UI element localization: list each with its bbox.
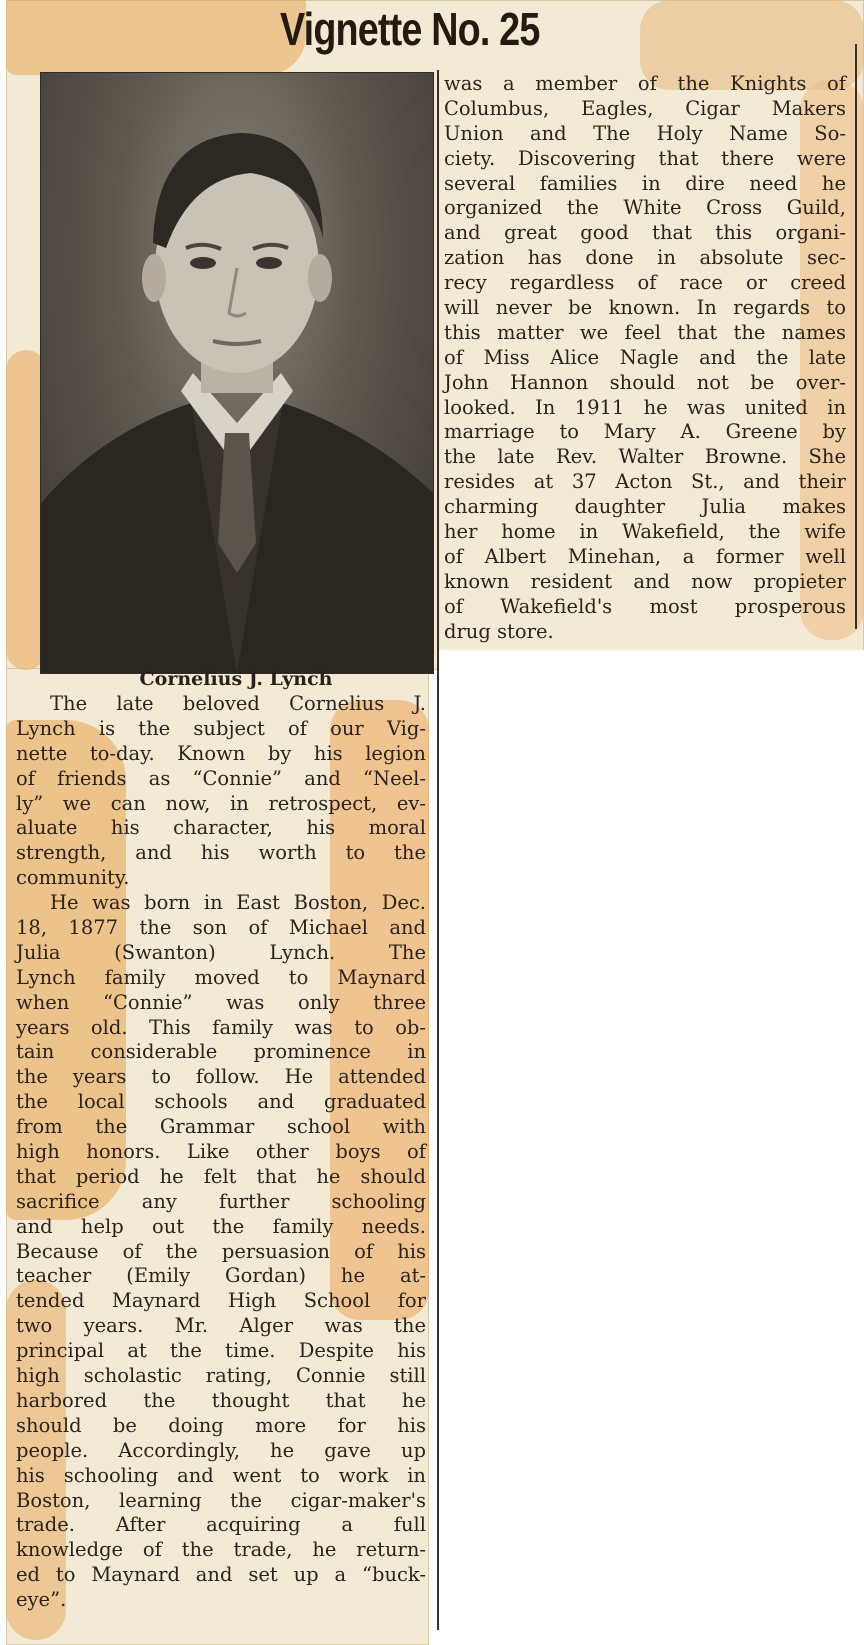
article-line: known resident and now propieter xyxy=(444,569,846,593)
article-line: eye”. xyxy=(16,1588,67,1612)
article-line: nette to-day. Known by his legion xyxy=(16,741,426,765)
article-line: several families in dire need he xyxy=(444,171,846,195)
column-rule xyxy=(437,70,439,1630)
article-line: should be doing more for his xyxy=(16,1413,426,1437)
article-line: from the Grammar school with xyxy=(16,1115,426,1139)
article-line: resides at 37 Acton St., and their xyxy=(444,470,846,494)
article-line: principal at the time. Despite his xyxy=(16,1339,426,1363)
article-line: was a member of the Knights of xyxy=(444,72,846,95)
article-line: aluate his character, his moral xyxy=(16,816,426,840)
article-line: and great good that this organi- xyxy=(444,221,846,245)
article-line: high scholastic rating, Connie still xyxy=(16,1364,426,1388)
right-border-rule xyxy=(855,44,857,629)
article-line: zation has done in absolute sec- xyxy=(444,246,846,270)
left-column-text xyxy=(16,692,426,1613)
article-line: John Hannon should not be over- xyxy=(444,370,846,394)
article-line: of friends as “Connie” and “Neel- xyxy=(16,766,426,790)
article-line: harbored the thought that he xyxy=(16,1388,426,1412)
article-line: knowledge of the trade, he return- xyxy=(16,1538,426,1562)
article-line: of Wakefield's most prosperous xyxy=(444,594,846,618)
portrait-illustration xyxy=(41,73,433,673)
stain xyxy=(6,0,306,75)
article-line: of Albert Minehan, a former well xyxy=(444,544,846,568)
article-line: trade. After acquiring a full xyxy=(16,1513,426,1537)
article-line: when “Connie” was only three xyxy=(16,990,426,1014)
article-line: of Miss Alice Nagle and the late xyxy=(444,345,846,369)
article-line: the late Rev. Walter Browne. She xyxy=(444,445,846,469)
article-line: the local schools and graduated xyxy=(16,1090,426,1114)
article-line: Union and The Holy Name So- xyxy=(444,121,846,145)
article-line: Because of the persuasion of his xyxy=(16,1239,426,1263)
portrait-photo xyxy=(40,72,434,674)
article-line: Julia (Swanton) Lynch. The xyxy=(16,940,426,964)
article-line: ed to Maynard and set up a “buck- xyxy=(16,1563,426,1587)
article-line: Boston, learning the cigar-maker's xyxy=(16,1488,426,1512)
article-line: 18, 1877 the son of Michael and xyxy=(16,916,426,940)
article-line: her home in Wakefield, the wife xyxy=(444,520,846,544)
article-line: marriage to Mary A. Greene by xyxy=(444,420,846,444)
article-line: Lynch is the subject of our Vig- xyxy=(16,716,426,740)
article-line: teacher (Emily Gordan) he at- xyxy=(16,1264,426,1288)
photo-caption: Cornelius J. Lynch xyxy=(139,668,333,690)
headline: Vignette No. 25 xyxy=(280,3,540,55)
right-column-text xyxy=(444,72,846,644)
article-line: two years. Mr. Alger was the xyxy=(16,1314,426,1338)
article-line: his schooling and went to work in xyxy=(16,1463,426,1487)
article-line: tain considerable prominence in xyxy=(16,1040,426,1064)
article-line: drug store. xyxy=(444,619,554,643)
article-line: sacrifice any further schooling xyxy=(16,1189,426,1213)
article-line: community. xyxy=(16,866,130,890)
article-line: He was born in East Boston, Dec. xyxy=(50,891,426,915)
article-line: Lynch family moved to Maynard xyxy=(16,965,426,989)
article-line: this matter we feel that the names xyxy=(444,320,846,344)
article-line: years old. This family was to ob- xyxy=(16,1015,426,1039)
article-line: people. Accordingly, he gave up xyxy=(16,1438,426,1462)
article-line: organized the White Cross Guild, xyxy=(444,196,846,220)
article-line: the years to follow. He attended xyxy=(16,1065,426,1089)
article-line: charming daughter Julia makes xyxy=(444,495,846,519)
article-line: will never be known. In regards to xyxy=(444,296,846,320)
article-line: looked. In 1911 he was united in xyxy=(444,395,846,419)
clipping-cutout xyxy=(438,650,864,1645)
article-line: The late beloved Cornelius J. xyxy=(50,692,426,715)
article-line: that period he felt that he should xyxy=(16,1164,426,1188)
article-line: and help out the family needs. xyxy=(16,1214,426,1238)
article-line: ly” we can now, in retrospect, ev- xyxy=(16,791,426,815)
article-line: ciety. Discovering that there were xyxy=(444,146,846,170)
article-line: tended Maynard High School for xyxy=(16,1289,426,1313)
article-line: strength, and his worth to the xyxy=(16,841,426,865)
article-line: high honors. Like other boys of xyxy=(16,1140,426,1164)
article-line: Columbus, Eagles, Cigar Makers xyxy=(444,96,846,120)
article-line: recy regardless of race or creed xyxy=(444,271,846,295)
